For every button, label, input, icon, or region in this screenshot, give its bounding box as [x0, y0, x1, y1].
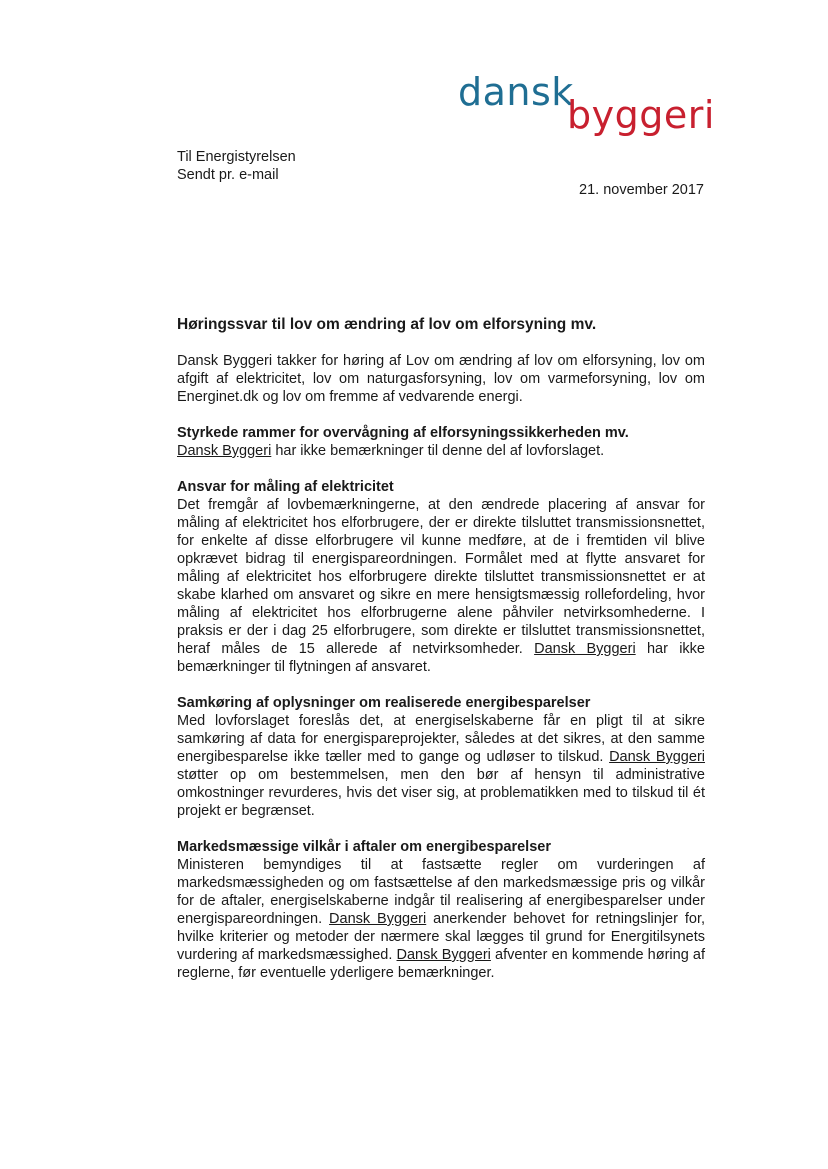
section-metering — [177, 478, 705, 676]
org-name-link: Dansk Byggeri — [177, 443, 272, 459]
delivery-line: Sendt pr. e-mail — [177, 167, 279, 183]
org-name-link: Dansk Byggeri — [609, 749, 705, 765]
section-market-terms — [177, 838, 705, 982]
section-heading: Markedsmæssige vilkår i aftaler om energibesparelser — [177, 839, 551, 855]
org-name-link: Dansk Byggeri — [534, 641, 636, 657]
org-name-link: Dansk Byggeri — [329, 911, 427, 927]
section-heading: Samkøring af oplysninger om realiserede energibesparelser — [177, 695, 591, 711]
section-text: Det fremgår af lovbemærkningerne, at den ændrede placering af ansvar for måling af elektricitet hos elforbrugere, der er direkte tilsluttet transmissionsnettet, for enkelte af disse elforbrugere vil kunne medføre, at de i fremtiden vil blive opkrævet bidrag til energispareordningen. Formålet med at flytte ansvaret for måling af elektricitet hos elforbrugere direkte tilsluttet transmissionsnettet er at skabe klarhed om ansvaret og sikre en mere hensigtsmæssig rollefordeling, hvor måling af elektricitet hos elforbrugerne alene påhviler netvirksomhederne. I praksis er der i dag 25 elforbrugere, som direkte er tilsluttet transmissionsnettet, heraf måles de 15 allerede af netvirksomheder. Dansk Byggeri har ikke bemærkninger til flytningen af ansvaret. — [177, 497, 705, 675]
recipient-block — [177, 148, 296, 184]
section-heading: Ansvar for måling af elektricitet — [177, 479, 394, 495]
recipient-line: Til Energistyrelsen — [177, 149, 296, 165]
section-heading: Styrkede rammer for overvågning af elforsyningssikkerheden mv. — [177, 425, 629, 441]
intro-paragraph: Dansk Byggeri takker for høring af Lov om ændring af lov om elforsyning, lov om afgift af elektricitet, lov om naturgasforsyning, lov om varmeforsyning, lov om Energinet.dk og lov om fremme af vedvarende energi. — [177, 353, 705, 405]
logo-word-byggeri: byggeri — [567, 93, 715, 137]
org-name-link: Dansk Byggeri — [396, 947, 491, 963]
logo-word-dansk: dansk — [458, 70, 574, 114]
letter-date: 21. november 2017 — [579, 182, 704, 198]
letter-title: Høringssvar til lov om ændring af lov om elforsyning mv. — [177, 316, 597, 333]
section-data-sharing — [177, 694, 705, 820]
section-text: Ministeren bemyndiges til at fastsætte regler om vurderingen af markedsmæssigheden og om fastsættelse af den markedsmæssige pris og vilkår for de aftaler, energiselskaberne indgår til realisering af energibesparelser under energispareordningen. Dansk Byggeri anerkender behovet for retningslinjer for, hvilke kriterier og metoder der nærmere skal lægges til grund for Energitilsynets vurdering af markedsmæssighed. Dansk Byggeri afventer en kommende høring af reglerne, før eventuelle yderligere bemærkninger. — [177, 857, 706, 981]
section-monitoring — [177, 424, 705, 460]
letter-body — [177, 316, 705, 1000]
dansk-byggeri-logo — [452, 70, 722, 140]
section-text: Med lovforslaget foreslås det, at energiselskaberne får en pligt til at sikre samkøring af data for energispareprojekter, således at det sikres, at den samme energibesparelse ikke tæller med to gange og udløser to tilskud. Dansk Byggeri støtter op om bestemmelsen, men den bør af hensyn til administrative omkostninger revurderes, hvis det viser sig, at problematikken med to tilskud til ét projekt er begrænset. — [177, 713, 705, 819]
section-text: Dansk Byggeri har ikke bemærkninger til denne del af lovforslaget. — [177, 443, 605, 459]
